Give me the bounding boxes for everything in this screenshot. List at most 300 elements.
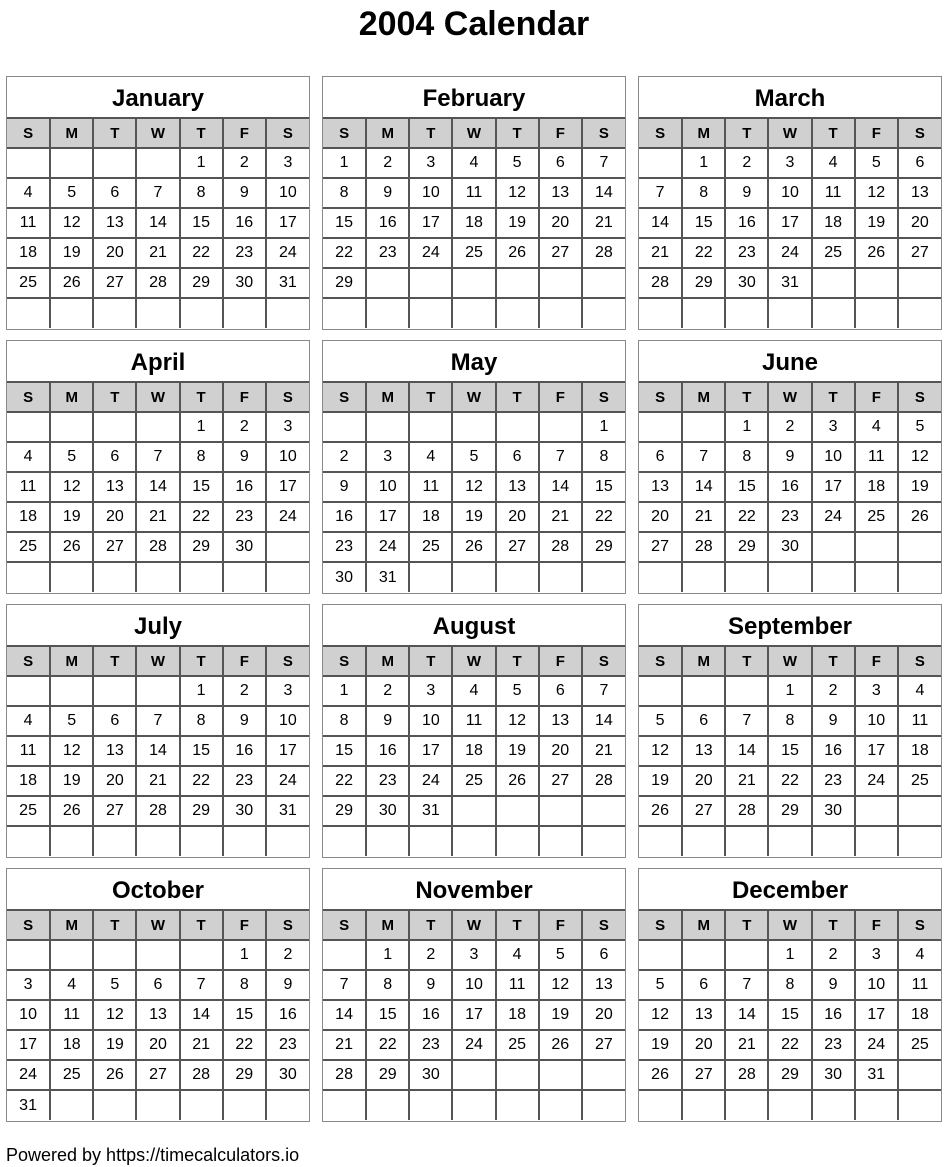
weekday-header-row bbox=[639, 647, 941, 676]
day-cell: 7 bbox=[725, 970, 768, 1000]
day-cell: 4 bbox=[496, 940, 539, 970]
day-cell bbox=[93, 940, 136, 970]
month-name: August bbox=[323, 605, 625, 647]
weekday-label: S bbox=[7, 647, 50, 676]
weekday-label: W bbox=[768, 911, 811, 940]
day-cell: 25 bbox=[409, 532, 452, 562]
day-cell: 26 bbox=[496, 766, 539, 796]
month-grid bbox=[323, 911, 625, 1120]
day-cell bbox=[812, 826, 855, 856]
day-cell bbox=[323, 298, 366, 328]
weekday-header-row bbox=[7, 383, 309, 412]
day-cell: 27 bbox=[93, 268, 136, 298]
day-cell bbox=[682, 1090, 725, 1120]
day-cell bbox=[539, 412, 582, 442]
day-cell: 29 bbox=[725, 532, 768, 562]
weekday-label: T bbox=[180, 911, 223, 940]
day-cell bbox=[639, 826, 682, 856]
day-cell: 20 bbox=[539, 736, 582, 766]
day-cell: 11 bbox=[898, 706, 941, 736]
weekday-label: F bbox=[223, 383, 266, 412]
day-cell bbox=[496, 268, 539, 298]
day-cell: 8 bbox=[180, 706, 223, 736]
day-cell bbox=[812, 1090, 855, 1120]
day-cell: 5 bbox=[639, 970, 682, 1000]
weekday-header-row bbox=[639, 911, 941, 940]
week-row bbox=[639, 268, 941, 298]
day-cell: 1 bbox=[768, 940, 811, 970]
day-cell bbox=[7, 148, 50, 178]
weekday-label: M bbox=[50, 383, 93, 412]
day-cell: 3 bbox=[266, 412, 309, 442]
day-cell: 26 bbox=[50, 796, 93, 826]
day-cell bbox=[898, 1060, 941, 1090]
day-cell: 29 bbox=[323, 268, 366, 298]
day-cell: 23 bbox=[266, 1030, 309, 1060]
day-cell bbox=[496, 826, 539, 856]
week-row bbox=[639, 562, 941, 592]
weekday-label: W bbox=[768, 383, 811, 412]
day-cell: 9 bbox=[223, 442, 266, 472]
day-cell: 20 bbox=[93, 502, 136, 532]
week-row bbox=[639, 1090, 941, 1120]
day-cell: 11 bbox=[452, 178, 495, 208]
weekday-label: T bbox=[812, 383, 855, 412]
day-cell: 4 bbox=[812, 148, 855, 178]
day-cell: 22 bbox=[725, 502, 768, 532]
day-cell: 3 bbox=[266, 676, 309, 706]
day-cell bbox=[323, 940, 366, 970]
week-row bbox=[7, 940, 309, 970]
day-cell: 12 bbox=[855, 178, 898, 208]
day-cell bbox=[409, 1090, 452, 1120]
day-cell: 18 bbox=[50, 1030, 93, 1060]
day-cell: 26 bbox=[639, 1060, 682, 1090]
day-cell: 27 bbox=[93, 796, 136, 826]
day-cell bbox=[639, 676, 682, 706]
month-july bbox=[6, 604, 310, 858]
day-cell bbox=[582, 298, 625, 328]
day-cell bbox=[725, 826, 768, 856]
day-cell bbox=[50, 562, 93, 592]
day-cell: 5 bbox=[639, 706, 682, 736]
day-cell: 19 bbox=[898, 472, 941, 502]
day-cell bbox=[7, 940, 50, 970]
day-cell: 12 bbox=[93, 1000, 136, 1030]
day-cell bbox=[223, 826, 266, 856]
day-cell bbox=[266, 298, 309, 328]
day-cell: 4 bbox=[7, 442, 50, 472]
day-cell: 7 bbox=[725, 706, 768, 736]
day-cell bbox=[539, 562, 582, 592]
weekday-label: T bbox=[725, 911, 768, 940]
day-cell: 4 bbox=[452, 148, 495, 178]
week-row bbox=[323, 766, 625, 796]
weekday-label: T bbox=[812, 647, 855, 676]
week-row bbox=[639, 472, 941, 502]
day-cell bbox=[725, 1090, 768, 1120]
day-cell: 27 bbox=[136, 1060, 179, 1090]
day-cell: 30 bbox=[409, 1060, 452, 1090]
day-cell: 26 bbox=[496, 238, 539, 268]
day-cell: 1 bbox=[223, 940, 266, 970]
day-cell bbox=[7, 562, 50, 592]
weekday-label: S bbox=[323, 119, 366, 148]
day-cell: 6 bbox=[539, 148, 582, 178]
day-cell bbox=[180, 562, 223, 592]
day-cell: 19 bbox=[539, 1000, 582, 1030]
day-cell: 27 bbox=[93, 532, 136, 562]
day-cell: 10 bbox=[366, 472, 409, 502]
day-cell: 17 bbox=[855, 1000, 898, 1030]
weekday-label: M bbox=[682, 647, 725, 676]
weekday-label: T bbox=[180, 647, 223, 676]
day-cell: 11 bbox=[7, 736, 50, 766]
day-cell: 17 bbox=[409, 736, 452, 766]
day-cell: 17 bbox=[266, 208, 309, 238]
day-cell: 17 bbox=[452, 1000, 495, 1030]
day-cell bbox=[855, 826, 898, 856]
weekday-label: W bbox=[452, 911, 495, 940]
day-cell: 27 bbox=[539, 238, 582, 268]
day-cell bbox=[898, 826, 941, 856]
weekday-label: S bbox=[7, 911, 50, 940]
day-cell bbox=[366, 298, 409, 328]
day-cell: 6 bbox=[93, 442, 136, 472]
day-cell bbox=[855, 1090, 898, 1120]
day-cell: 24 bbox=[409, 766, 452, 796]
day-cell: 25 bbox=[898, 1030, 941, 1060]
day-cell: 18 bbox=[7, 766, 50, 796]
day-cell: 31 bbox=[366, 562, 409, 592]
day-cell: 10 bbox=[266, 706, 309, 736]
day-cell: 30 bbox=[223, 532, 266, 562]
month-name: November bbox=[323, 869, 625, 911]
day-cell: 28 bbox=[136, 532, 179, 562]
day-cell: 1 bbox=[768, 676, 811, 706]
week-row bbox=[323, 298, 625, 328]
week-row bbox=[323, 502, 625, 532]
day-cell: 24 bbox=[812, 502, 855, 532]
day-cell bbox=[898, 562, 941, 592]
day-cell bbox=[639, 298, 682, 328]
day-cell: 31 bbox=[409, 796, 452, 826]
day-cell bbox=[452, 796, 495, 826]
day-cell: 13 bbox=[496, 472, 539, 502]
day-cell: 9 bbox=[223, 706, 266, 736]
month-november bbox=[322, 868, 626, 1122]
day-cell: 24 bbox=[768, 238, 811, 268]
day-cell: 6 bbox=[539, 676, 582, 706]
day-cell: 25 bbox=[7, 268, 50, 298]
day-cell: 21 bbox=[136, 238, 179, 268]
day-cell: 5 bbox=[93, 970, 136, 1000]
day-cell: 1 bbox=[725, 412, 768, 442]
day-cell: 29 bbox=[366, 1060, 409, 1090]
day-cell: 21 bbox=[582, 736, 625, 766]
week-row bbox=[639, 1030, 941, 1060]
day-cell: 23 bbox=[223, 502, 266, 532]
day-cell: 3 bbox=[266, 148, 309, 178]
day-cell: 26 bbox=[898, 502, 941, 532]
day-cell: 12 bbox=[496, 706, 539, 736]
weekday-label: S bbox=[639, 119, 682, 148]
day-cell: 4 bbox=[50, 970, 93, 1000]
week-row bbox=[7, 766, 309, 796]
day-cell: 19 bbox=[496, 208, 539, 238]
week-row bbox=[639, 412, 941, 442]
day-cell: 7 bbox=[682, 442, 725, 472]
day-cell: 22 bbox=[768, 766, 811, 796]
day-cell: 3 bbox=[409, 148, 452, 178]
day-cell bbox=[725, 298, 768, 328]
day-cell bbox=[93, 148, 136, 178]
day-cell: 30 bbox=[223, 796, 266, 826]
week-row bbox=[639, 676, 941, 706]
day-cell bbox=[855, 532, 898, 562]
month-september bbox=[638, 604, 942, 858]
weekday-label: T bbox=[93, 911, 136, 940]
day-cell bbox=[725, 676, 768, 706]
day-cell bbox=[223, 562, 266, 592]
day-cell: 22 bbox=[323, 238, 366, 268]
weekday-label: S bbox=[266, 383, 309, 412]
day-cell: 22 bbox=[682, 238, 725, 268]
day-cell: 6 bbox=[639, 442, 682, 472]
day-cell: 31 bbox=[855, 1060, 898, 1090]
day-cell bbox=[898, 532, 941, 562]
day-cell bbox=[639, 1090, 682, 1120]
day-cell: 24 bbox=[452, 1030, 495, 1060]
day-cell: 2 bbox=[323, 442, 366, 472]
weekday-label: S bbox=[323, 911, 366, 940]
day-cell: 7 bbox=[136, 442, 179, 472]
day-cell: 30 bbox=[323, 562, 366, 592]
weekday-label: M bbox=[50, 911, 93, 940]
week-row bbox=[639, 238, 941, 268]
weekday-label: S bbox=[582, 383, 625, 412]
day-cell: 24 bbox=[266, 502, 309, 532]
week-row bbox=[7, 1090, 309, 1120]
day-cell: 9 bbox=[366, 178, 409, 208]
day-cell: 18 bbox=[452, 208, 495, 238]
day-cell: 19 bbox=[50, 766, 93, 796]
week-row bbox=[323, 178, 625, 208]
weekday-label: F bbox=[223, 647, 266, 676]
day-cell bbox=[855, 796, 898, 826]
day-cell: 31 bbox=[7, 1090, 50, 1120]
month-may bbox=[322, 340, 626, 594]
day-cell: 21 bbox=[682, 502, 725, 532]
day-cell: 11 bbox=[452, 706, 495, 736]
week-row bbox=[639, 442, 941, 472]
day-cell: 10 bbox=[812, 442, 855, 472]
day-cell: 27 bbox=[682, 796, 725, 826]
day-cell bbox=[496, 298, 539, 328]
weekday-header-row bbox=[7, 647, 309, 676]
day-cell bbox=[93, 826, 136, 856]
weekday-label: T bbox=[496, 911, 539, 940]
weekday-label: W bbox=[768, 119, 811, 148]
weekday-label: F bbox=[539, 911, 582, 940]
day-cell bbox=[725, 940, 768, 970]
month-grid bbox=[323, 119, 625, 328]
day-cell: 29 bbox=[582, 532, 625, 562]
day-cell: 26 bbox=[50, 268, 93, 298]
day-cell: 8 bbox=[180, 442, 223, 472]
day-cell: 29 bbox=[768, 796, 811, 826]
day-cell: 1 bbox=[180, 148, 223, 178]
day-cell: 21 bbox=[136, 502, 179, 532]
day-cell: 9 bbox=[266, 970, 309, 1000]
weekday-label: S bbox=[7, 119, 50, 148]
day-cell: 28 bbox=[725, 796, 768, 826]
week-row bbox=[7, 472, 309, 502]
day-cell: 5 bbox=[50, 442, 93, 472]
day-cell bbox=[7, 412, 50, 442]
day-cell: 17 bbox=[266, 736, 309, 766]
day-cell: 18 bbox=[452, 736, 495, 766]
week-row bbox=[639, 208, 941, 238]
week-row bbox=[323, 532, 625, 562]
day-cell: 2 bbox=[812, 676, 855, 706]
day-cell: 14 bbox=[180, 1000, 223, 1030]
weekday-label: F bbox=[539, 119, 582, 148]
day-cell: 28 bbox=[539, 532, 582, 562]
week-row bbox=[639, 796, 941, 826]
weekday-label: S bbox=[582, 119, 625, 148]
weekday-label: W bbox=[768, 647, 811, 676]
day-cell: 7 bbox=[323, 970, 366, 1000]
day-cell: 6 bbox=[898, 148, 941, 178]
weekday-label: T bbox=[409, 383, 452, 412]
day-cell: 5 bbox=[50, 178, 93, 208]
week-row bbox=[639, 148, 941, 178]
day-cell: 16 bbox=[266, 1000, 309, 1030]
month-march bbox=[638, 76, 942, 330]
day-cell bbox=[180, 1090, 223, 1120]
week-row bbox=[639, 706, 941, 736]
day-cell: 21 bbox=[725, 1030, 768, 1060]
day-cell: 7 bbox=[180, 970, 223, 1000]
day-cell: 24 bbox=[855, 766, 898, 796]
day-cell: 18 bbox=[496, 1000, 539, 1030]
day-cell: 25 bbox=[7, 532, 50, 562]
day-cell: 12 bbox=[496, 178, 539, 208]
day-cell: 2 bbox=[366, 676, 409, 706]
day-cell: 28 bbox=[639, 268, 682, 298]
weekday-label: S bbox=[898, 911, 941, 940]
day-cell: 2 bbox=[223, 412, 266, 442]
month-name: December bbox=[639, 869, 941, 911]
day-cell: 29 bbox=[180, 532, 223, 562]
day-cell: 18 bbox=[7, 502, 50, 532]
week-row bbox=[7, 796, 309, 826]
day-cell: 2 bbox=[812, 940, 855, 970]
day-cell bbox=[682, 412, 725, 442]
day-cell: 29 bbox=[768, 1060, 811, 1090]
day-cell: 12 bbox=[50, 736, 93, 766]
week-row bbox=[323, 940, 625, 970]
day-cell: 15 bbox=[366, 1000, 409, 1030]
week-row bbox=[323, 736, 625, 766]
day-cell bbox=[366, 268, 409, 298]
day-cell: 12 bbox=[452, 472, 495, 502]
day-cell bbox=[582, 562, 625, 592]
day-cell: 16 bbox=[223, 208, 266, 238]
day-cell bbox=[768, 826, 811, 856]
day-cell bbox=[136, 148, 179, 178]
day-cell: 13 bbox=[93, 736, 136, 766]
day-cell bbox=[539, 826, 582, 856]
week-row bbox=[639, 826, 941, 856]
day-cell: 23 bbox=[812, 766, 855, 796]
weekday-label: T bbox=[93, 383, 136, 412]
day-cell bbox=[496, 412, 539, 442]
week-row bbox=[7, 970, 309, 1000]
day-cell: 26 bbox=[93, 1060, 136, 1090]
week-row bbox=[7, 178, 309, 208]
day-cell: 13 bbox=[539, 178, 582, 208]
week-row bbox=[7, 238, 309, 268]
day-cell: 16 bbox=[366, 208, 409, 238]
day-cell: 21 bbox=[725, 766, 768, 796]
day-cell: 11 bbox=[496, 970, 539, 1000]
day-cell bbox=[93, 1090, 136, 1120]
week-row bbox=[639, 940, 941, 970]
weekday-label: T bbox=[180, 383, 223, 412]
day-cell bbox=[452, 1090, 495, 1120]
day-cell: 6 bbox=[93, 178, 136, 208]
day-cell: 23 bbox=[768, 502, 811, 532]
day-cell bbox=[136, 298, 179, 328]
day-cell: 25 bbox=[855, 502, 898, 532]
day-cell: 29 bbox=[323, 796, 366, 826]
weekday-label: S bbox=[266, 119, 309, 148]
day-cell bbox=[682, 676, 725, 706]
week-row bbox=[639, 1000, 941, 1030]
day-cell bbox=[768, 562, 811, 592]
day-cell bbox=[898, 298, 941, 328]
day-cell: 25 bbox=[7, 796, 50, 826]
weekday-label: W bbox=[452, 383, 495, 412]
day-cell bbox=[452, 1060, 495, 1090]
day-cell: 14 bbox=[682, 472, 725, 502]
day-cell: 31 bbox=[768, 268, 811, 298]
week-row bbox=[639, 766, 941, 796]
month-name: January bbox=[7, 77, 309, 119]
day-cell: 28 bbox=[323, 1060, 366, 1090]
day-cell: 19 bbox=[639, 766, 682, 796]
day-cell: 18 bbox=[898, 1000, 941, 1030]
day-cell: 17 bbox=[409, 208, 452, 238]
week-row bbox=[7, 148, 309, 178]
day-cell bbox=[639, 148, 682, 178]
day-cell: 27 bbox=[639, 532, 682, 562]
day-cell bbox=[682, 940, 725, 970]
day-cell bbox=[180, 298, 223, 328]
week-row bbox=[323, 826, 625, 856]
day-cell: 19 bbox=[93, 1030, 136, 1060]
weekday-label: M bbox=[50, 119, 93, 148]
month-name: July bbox=[7, 605, 309, 647]
day-cell: 28 bbox=[136, 796, 179, 826]
day-cell: 1 bbox=[180, 676, 223, 706]
day-cell: 3 bbox=[855, 940, 898, 970]
day-cell: 5 bbox=[50, 706, 93, 736]
week-row bbox=[323, 796, 625, 826]
day-cell: 24 bbox=[366, 532, 409, 562]
